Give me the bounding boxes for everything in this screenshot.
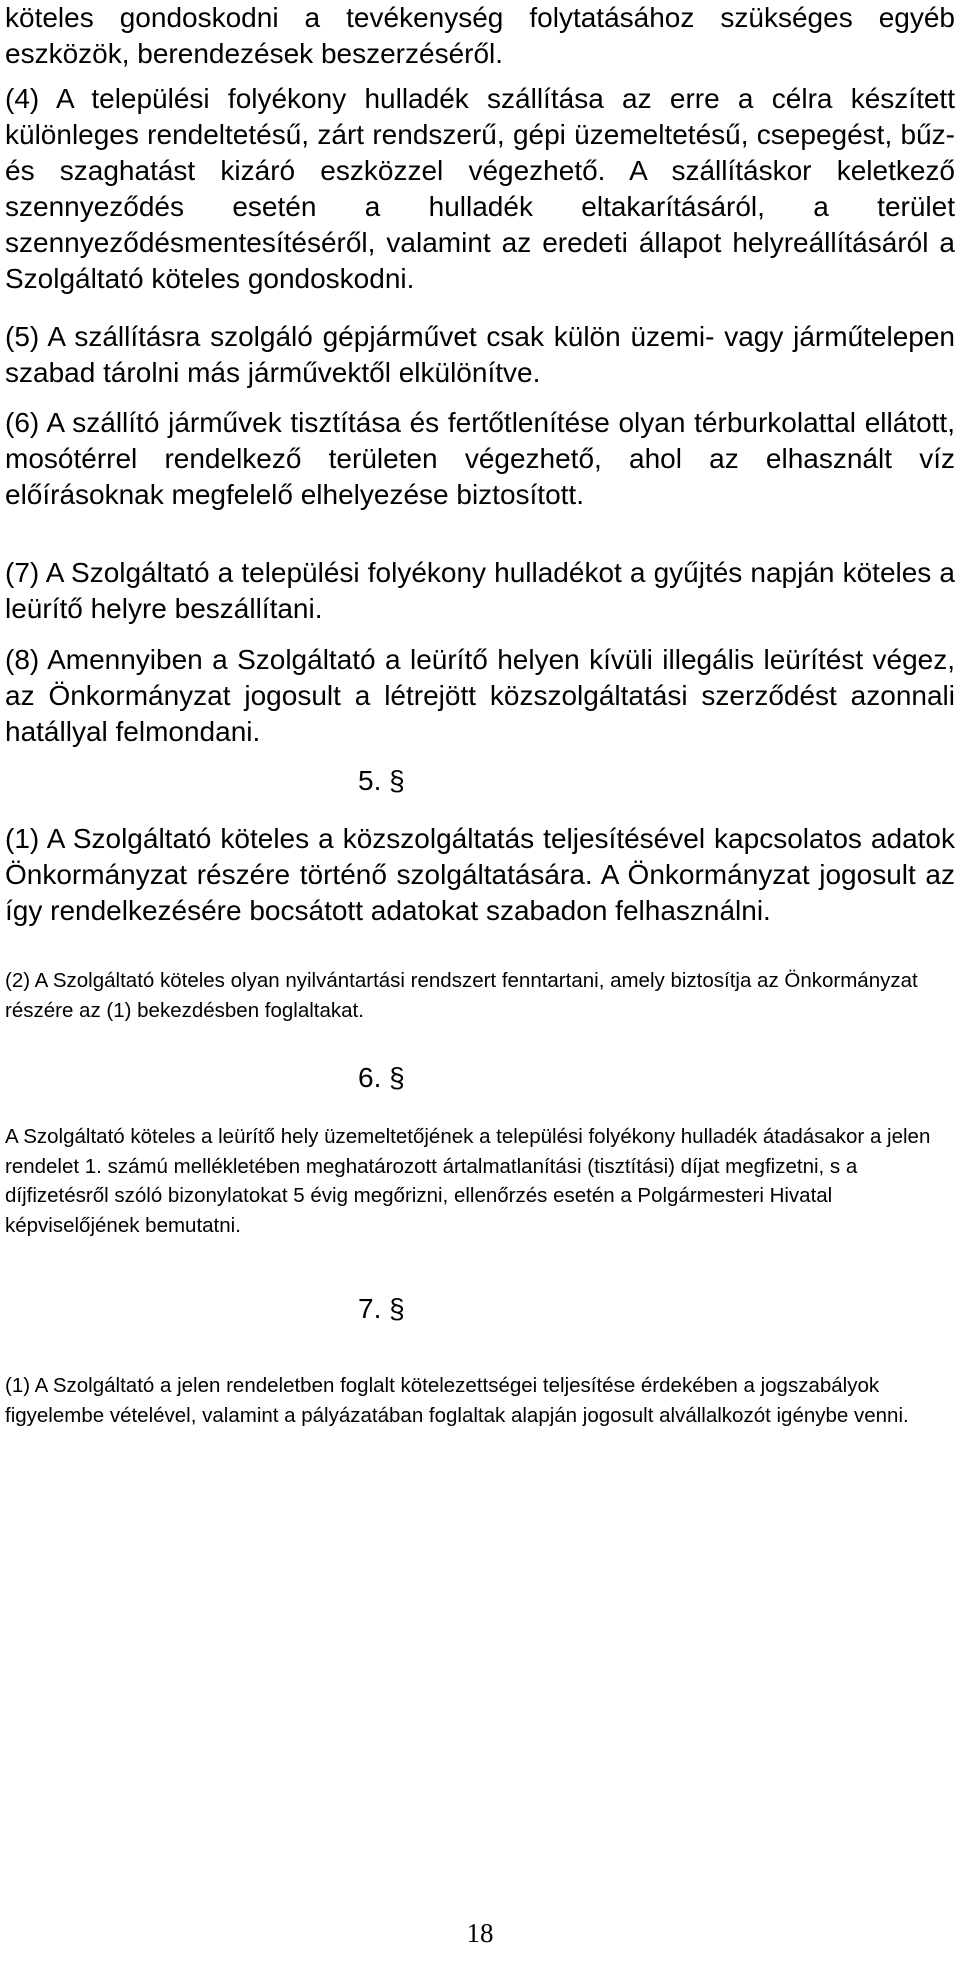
section-6-paragraph: A Szolgáltató köteles a leürítő hely üzemeltetőjének a települési folyékony hulladék átadásakor a jelen rendelet 1. számú mellékletében meghatározott ártalmatlanítási (tisztítási) díjat megfizetni, s a díjfizetésről szóló bizonylatokat 5 évig megőrizni, ellenőrzés esetén a Polgármesteri Hivatal képviselőjének bemutatni. xyxy=(5,1125,931,1237)
page-number: 18 xyxy=(466,1918,494,1948)
section-6-heading: 6. § xyxy=(358,1062,405,1093)
paragraph-8: (8) Amennyiben a Szolgáltató a leürítő helyen kívüli illegális leürítést végez, az Önkormányzat jogosult a létrejött közszolgáltatási szerződést azonnali hatállyal felmondani. xyxy=(5,644,955,747)
paragraph-6: (6) A szállító járművek tisztítása és fertőtlenítése olyan térburkolattal ellátott, mosótérrel rendelkező területen végezhető, ahol az elhasznált víz előírásoknak megfelelő elhelyezése biztosított. xyxy=(5,407,955,510)
paragraph-5: (5) A szállításra szolgáló gépjárművet csak külön üzemi- vagy járműtelepen szabad tárolni más járművektől elkülönítve. xyxy=(5,321,955,388)
section-5-heading: 5. § xyxy=(358,765,405,796)
paragraph-continuation: köteles gondoskodni a tevékenység folytatásához szükséges egyéb eszközök, berendezések beszerzéséről. xyxy=(5,2,955,69)
section-7-paragraph-1: (1) A Szolgáltató a jelen rendeletben foglalt kötelezettségei teljesítése érdekében a jogszabályok figyelembe vételével, valamint a pályázatában foglaltak alapján jogosult alvállalkozót igénybe venni. xyxy=(5,1374,909,1427)
paragraph-7: (7) A Szolgáltató a települési folyékony hulladékot a gyűjtés napján köteles a leürítő helyre beszállítani. xyxy=(5,557,955,624)
section-5-paragraph-2: (2) A Szolgáltató köteles olyan nyilvántartási rendszert fenntartani, amely biztosítja az Önkormányzat részére az (1) bekezdésben foglaltakat. xyxy=(5,969,918,1022)
section-7-heading: 7. § xyxy=(358,1293,405,1324)
paragraph-4: (4) A települési folyékony hulladék szállítása az erre a célra készített különleges rendeltetésű, zárt rendszerű, gépi üzemeltetésű, csepegést, bűz- és szaghatást kizáró eszközzel végezhető. A szállításkor keletkező szennyeződés esetén a hulladék eltakarításáról, a terület szennyeződésmentesítéséről, valamint az eredeti állapot helyreállításáról a Szolgáltató köteles gondoskodni. xyxy=(5,83,955,294)
section-5-paragraph-1: (1) A Szolgáltató köteles a közszolgáltatás teljesítésével kapcsolatos adatok Önkormányzat részére történő szolgáltatására. A Önkormányzat jogosult az így rendelkezésére bocsátott adatokat szabadon felhasználni. xyxy=(5,823,955,926)
